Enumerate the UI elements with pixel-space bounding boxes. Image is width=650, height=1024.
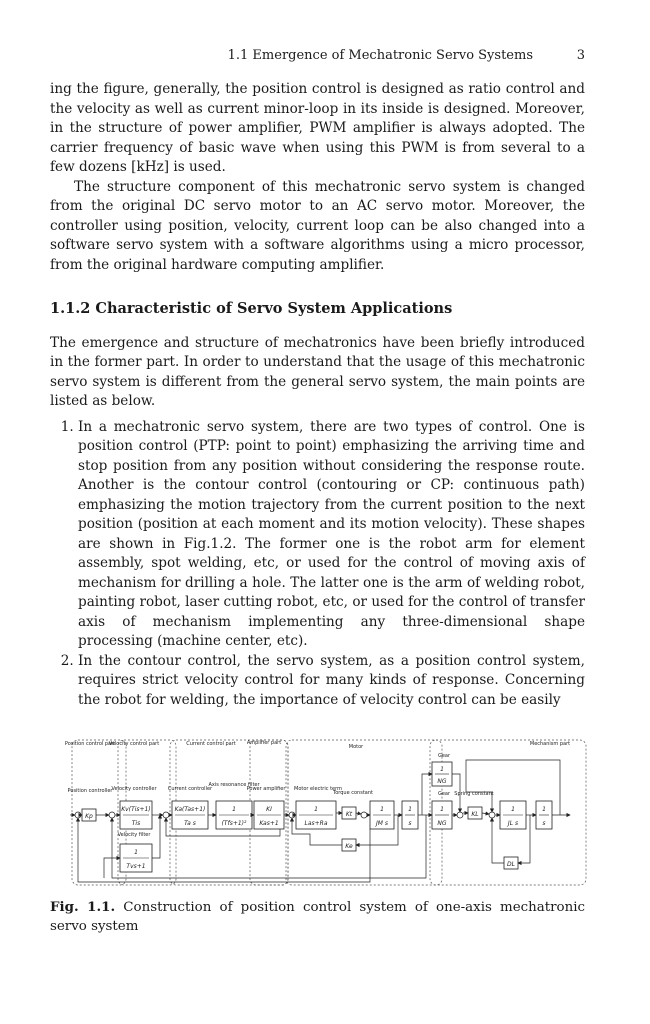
text-ke: Ke <box>345 843 353 850</box>
label-torque-constant: Torque constant <box>333 790 373 796</box>
label-axis-filter: Axis resonance filter <box>208 782 260 788</box>
text-filt-den: (Tfs+1)² <box>221 820 247 827</box>
text-jl-num: 1 <box>511 806 515 813</box>
label-motor-term: Motor electric term <box>294 786 342 792</box>
label-velocity-group: Velocity control part <box>108 741 160 747</box>
text-kt: Kt <box>345 811 353 818</box>
text-vf-num: 1 <box>134 849 138 856</box>
summing-junction-motor <box>289 812 295 818</box>
text-gear-top-num: 1 <box>440 766 444 773</box>
page-number: 3 <box>576 48 585 63</box>
paragraph-1: ing the figure, generally, the position control is designed as ratio control and the velocity as well as current minor-loop in its inside is designed. Moreover, in the structure of power amplifier, PWM amplifier is always adopted. The carrier frequency of basic wave when using this PWM is from several to a few dozens [kHz] is used. <box>50 81 585 175</box>
body-text <box>50 80 585 710</box>
summing-junction-current <box>163 812 169 818</box>
section-heading: 1.1.2 Characteristic of Servo System Applications <box>50 300 453 317</box>
summing-junction-position <box>75 812 81 818</box>
paragraph-3: The emergence and structure of mechatronics have been briefly introduced in the former part. In order to understand that the usage of this mechatronic servo system is different from the general servo system, the main points are listed as below. <box>50 334 585 409</box>
summing-junction-spring <box>457 812 463 818</box>
text-int1-den: s <box>408 820 412 827</box>
label-motor-group: Motor <box>348 744 364 750</box>
label-gear-fwd: Gear <box>437 791 451 797</box>
caption-label: Fig. 1.1. <box>50 899 116 915</box>
text-mot-den: Las+Ra <box>304 820 328 827</box>
text-kp: Kp <box>85 813 93 820</box>
text-int1-num: 1 <box>408 806 412 813</box>
caption-text: Construction of position control system of one-axis mechatronic servo system <box>50 900 585 934</box>
label-current-group: Current control part <box>186 741 236 747</box>
text-cur-num: Ka(Tas+1) <box>174 806 206 813</box>
figure-caption <box>50 898 585 936</box>
label-velocity-filter: Velocity filter <box>117 832 151 838</box>
summing-junction-load <box>489 812 495 818</box>
list-item: 2. In the contour control, the servo system, as a position control system, requires strict velocity control for many kinds of response. Concerning the robot for welding, the importance of velocity control can be easily <box>78 652 585 711</box>
label-gear-top: Gear <box>437 753 451 759</box>
text-amp-num: KI <box>266 806 272 813</box>
block-diagram <box>64 732 590 887</box>
text-vf-den: Tvs+1 <box>126 863 146 870</box>
paragraph-2: The structure component of this mechatronic servo system is changed from the original DC servo motor to an AC servo motor. Moreover, the controller using position, velocity, current loop can be also changed into a software servo system with a software algorithms using a micro processor, from the original hardware computing amplifier. <box>50 178 585 273</box>
summing-junction-velocity <box>109 812 115 818</box>
summing-junction-torque <box>361 812 367 818</box>
text-kl: KL <box>471 811 479 818</box>
label-power-amplifier: Power amplifier <box>246 786 286 792</box>
label-current-controller: Current controller <box>167 786 213 792</box>
list-item: 1. In a mechatronic servo system, there are two types of control. One is position control (PTP: point to point) emphasizing the arriving time and stop position from any position without considering the response route. Another is the contour control (contouring or CP: continuous path) emphasizing the motion trajectory from the current position to the next position (position at each moment and its motion velocity). These shapes are shown in Fig.1.2. The former one is the robot arm for element assembly, spot welding, etc, or used for the control of moving axis of mechanism for drilling a hole. The latter one is the arm of welding robot, painting robot, laser cutting robot, etc, or used for the control of transfer axis of mechanism implementing any three-dimensional shape processing (machine center, etc). <box>78 418 585 652</box>
label-velocity-controller: Velocity controller <box>111 786 157 792</box>
label-position-controller: Position controller <box>67 788 113 794</box>
running-head <box>50 46 585 66</box>
text-gear-top-den: NG <box>437 778 447 785</box>
text-jl-den: JL s <box>507 820 519 827</box>
text-mot-num: 1 <box>314 806 318 813</box>
text-amp-den: Kas+1 <box>259 820 279 827</box>
label-position-group: Position control part <box>64 741 116 747</box>
text-gear-fwd-num: 1 <box>440 806 444 813</box>
text-vel-num: Kv(Tis+1) <box>121 806 151 813</box>
block-diagram-figure <box>64 732 590 887</box>
text-jm-den: JM s <box>376 820 388 827</box>
text-gear-fwd-den: NG <box>437 820 447 827</box>
label-mechanism-group: Mechanism part <box>529 741 571 747</box>
text-vel-den: Tis <box>131 820 141 827</box>
running-title: 1.1 Emergence of Mechatronic Servo Systems <box>227 48 533 63</box>
text-int2-den: s <box>542 820 546 827</box>
label-amplifier-group: Amplifier part <box>246 740 282 746</box>
text-cur-den: Ta s <box>184 820 196 827</box>
text-filt-num: 1 <box>232 806 236 813</box>
label-spring-constant: Spring constant <box>454 791 494 797</box>
text-jm-num: 1 <box>380 806 384 813</box>
numbered-list <box>50 418 585 711</box>
text-int2-num: 1 <box>542 806 546 813</box>
text-dl: DL <box>507 861 515 868</box>
